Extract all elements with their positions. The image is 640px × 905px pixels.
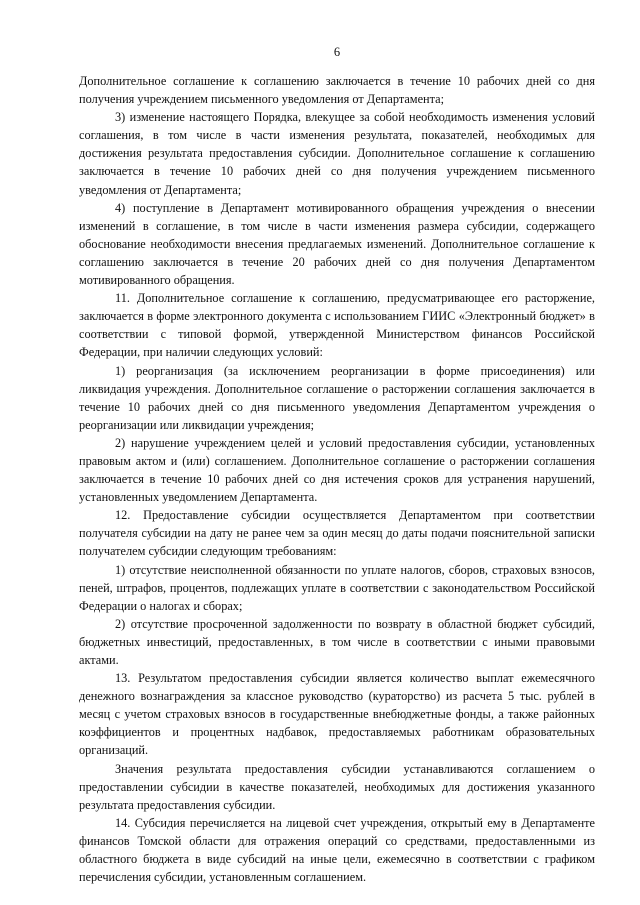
paragraph-section-11: 11. Дополнительное соглашение к соглашению, предусматривающее его расторжение, заключается в форме электронного документа с использованием ГИИС «Электронный бюджет» в соответствии с типовой формой, утвержденной Министерством финансов Российской Федерации, при наличии следующих условий: bbox=[79, 291, 595, 360]
paragraph-13-values: Значения результата предоставления субсидии устанавливаются соглашением о предоставлении субсидии в качестве показателей, необходимых для достижения указанного результата предоставления субсидии. bbox=[79, 761, 595, 812]
paragraph-section-12: 12. Предоставление субсидии осуществляется Департаментом при соответствии получателя субсидии на дату не ранее чем за один месяц до даты подачи пояснительной записки получателем субсидии следующим требованиям: bbox=[79, 508, 595, 559]
paragraph-12-item-1: 1) отсутствие неисполненной обязанности по уплате налогов, сборов, страховых взносов, пеней, штрафов, процентов, подлежащих уплате в соответствии с законодательством Российской Федерации о налогах и сборах; bbox=[79, 562, 595, 613]
page-number: 6 bbox=[333, 45, 341, 59]
paragraph-section-13: 13. Результатом предоставления субсидии является количество выплат ежемесячного денежного вознаграждения за классное руководство (кураторство) из расчета 5 тыс. рублей в месяц с учетом страховых взносов в государственные внебюджетные фонды, а также районных коэффициентов и процентных надбавок, предоставляемых работникам образовательных организаций. bbox=[79, 671, 595, 758]
paragraph-section-14: 14. Субсидия перечисляется на лицевой счет учреждения, открытый ему в Департаменте финансов Томской области для отражения операций со средствами, предоставленными из областного бюджета в виде субсидий на иные цели, ежемесячно в соответствии с графиком перечисления субсидии, установленным соглашением. bbox=[79, 815, 595, 885]
paragraph-item-3: 3) изменение настоящего Порядка, влекущее за собой необходимость изменения условий соглашения, в том числе в части изменения результата, показателей, необходимых для достижения результата предоставления субсидии. Дополнительное соглашение к соглашению заключается в течение 10 рабочих дней со дня получения учреждением письменного уведомления от Департамента; bbox=[79, 110, 595, 197]
paragraph-11-item-1: 1) реорганизация (за исключением реорганизации в форме присоединения) или ликвидация учреждения. Дополнительное соглашение о расторжении соглашения заключается в течение 10 рабочих дней со дня письменного уведомления Департаментом учреждения о реорганизации или ликвидации учреждения; bbox=[79, 363, 595, 432]
paragraph-12-item-2: 2) отсутствие просроченной задолженности по возврату в областной бюджет субсидий, бюджетных инвестиций, предоставленных, в том числе в соответствии с иными правовыми актами. bbox=[79, 616, 595, 667]
paragraph-continuation: Дополнительное соглашение к соглашению заключается в течение 10 рабочих дней со дня получения учреждением письменного уведомления от Департамента; bbox=[79, 74, 595, 107]
document-body bbox=[79, 72, 595, 886]
paragraph-11-item-2: 2) нарушение учреждением целей и условий предоставления субсидии, установленных правовым актом и (или) соглашением. Дополнительное соглашение о расторжении соглашения заключается в течение 10 рабочих дней со дня истечения сроков для устранения нарушений, установленных уведомлением Департамента. bbox=[79, 435, 595, 505]
paragraph-item-4: 4) поступление в Департамент мотивированного обращения учреждения о внесении изменений в соглашение, в том числе в части изменения размера субсидии, содержащего обоснование необходимости внесения предлагаемых изменений. Дополнительное соглашение к соглашению заключается в течение 20 рабочих дней со дня получения Департаментом мотивированного обращения. bbox=[79, 200, 595, 288]
